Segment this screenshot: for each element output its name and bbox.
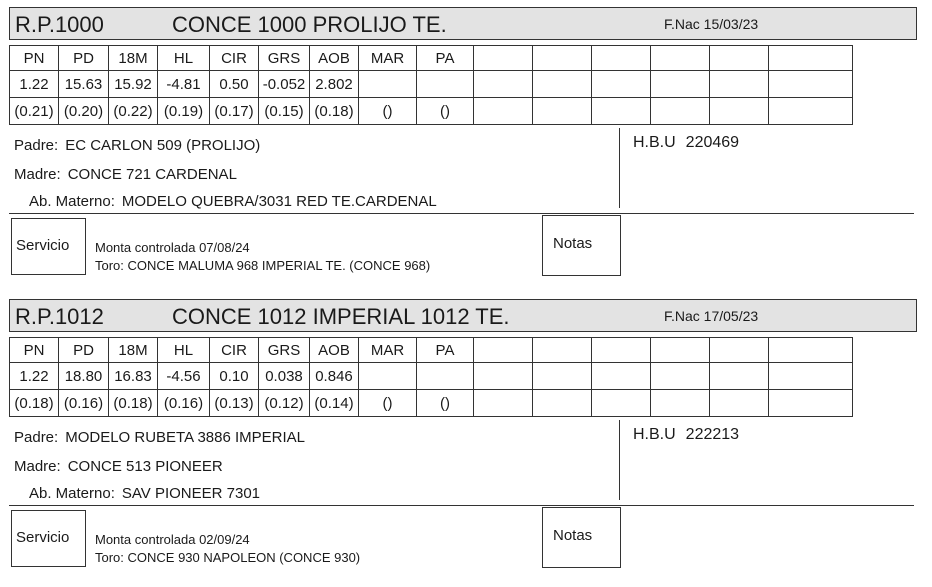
epd-value-cell: 18.80: [59, 363, 109, 390]
empty-cell: [533, 390, 592, 417]
empty-cell: [651, 338, 710, 363]
empty-cell: [769, 390, 853, 417]
ab-materno-line: [29, 193, 437, 210]
ab-materno-label: Ab. Materno:: [29, 485, 115, 502]
empty-cell: [651, 71, 710, 98]
epd-table: [9, 45, 853, 125]
epd-accuracy-cell: (0.22): [109, 98, 158, 125]
table-row: [10, 390, 853, 417]
epd-value-cell: 1.22: [10, 363, 59, 390]
epd-header-cell: HL: [158, 46, 210, 71]
empty-cell: [474, 71, 533, 98]
madre-line: [14, 458, 223, 475]
empty-cell: [710, 71, 769, 98]
table-row: [10, 363, 853, 390]
divider-horizontal: [9, 505, 914, 506]
hbu-line: [633, 134, 739, 152]
epd-header-cell: GRS: [259, 338, 310, 363]
epd-value-cell: -4.56: [158, 363, 210, 390]
epd-value-cell: 1.22: [10, 71, 59, 98]
epd-accuracy-cell: (0.14): [310, 390, 359, 417]
epd-header-cell: CIR: [210, 338, 259, 363]
padre-label: Padre:: [14, 429, 59, 446]
madre-value: CONCE 513 PIONEER: [67, 458, 223, 475]
epd-accuracy-cell: (0.16): [158, 390, 210, 417]
table-row: [10, 98, 853, 125]
epd-header-cell: AOB: [310, 338, 359, 363]
empty-cell: [533, 71, 592, 98]
empty-cell: [710, 363, 769, 390]
epd-accuracy-cell: (0.18): [10, 390, 59, 417]
monta-text: Monta controlada 02/09/24: [95, 532, 250, 547]
servicio-label: Servicio: [16, 237, 70, 254]
empty-cell: [710, 338, 769, 363]
epd-header-cell: MAR: [359, 338, 417, 363]
hbu-value: 222213: [685, 426, 740, 443]
empty-cell: [769, 98, 853, 125]
empty-cell: [592, 71, 651, 98]
epd-header-cell: PD: [59, 338, 109, 363]
empty-cell: [769, 46, 853, 71]
table-row: [10, 46, 853, 71]
divider-vertical: [619, 420, 620, 500]
epd-header-cell: GRS: [259, 46, 310, 71]
epd-header-cell: PN: [10, 46, 59, 71]
epd-value-cell: [359, 71, 417, 98]
empty-cell: [474, 98, 533, 125]
empty-cell: [474, 363, 533, 390]
epd-value-cell: 0.50: [210, 71, 259, 98]
rp-number: R.P.1012: [15, 304, 104, 329]
empty-cell: [651, 363, 710, 390]
epd-header-cell: PA: [417, 46, 474, 71]
epd-accuracy-cell: (0.13): [210, 390, 259, 417]
epd-value-cell: 0.10: [210, 363, 259, 390]
birth-date: F.Nac 17/05/23: [664, 308, 759, 324]
empty-cell: [651, 46, 710, 71]
epd-header-cell: MAR: [359, 46, 417, 71]
epd-accuracy-cell: (): [417, 390, 474, 417]
empty-cell: [592, 98, 651, 125]
empty-cell: [533, 98, 592, 125]
empty-cell: [474, 390, 533, 417]
empty-cell: [592, 390, 651, 417]
epd-accuracy-cell: (0.19): [158, 98, 210, 125]
epd-header-cell: CIR: [210, 46, 259, 71]
rp-number: R.P.1000: [15, 12, 104, 37]
empty-cell: [710, 46, 769, 71]
notas-box: [542, 215, 621, 276]
notas-box: [542, 507, 621, 568]
epd-header-cell: HL: [158, 338, 210, 363]
record-header: [9, 7, 917, 40]
empty-cell: [474, 338, 533, 363]
madre-label: Madre:: [14, 166, 61, 183]
hbu-label: H.B.U: [633, 426, 676, 443]
hbu-label: H.B.U: [633, 134, 676, 151]
epd-value-cell: -0.052: [259, 71, 310, 98]
hbu-value: 220469: [685, 134, 740, 151]
madre-label: Madre:: [14, 458, 61, 475]
notas-label: Notas: [553, 235, 593, 252]
epd-header-cell: PA: [417, 338, 474, 363]
empty-cell: [769, 338, 853, 363]
notas-label: Notas: [553, 527, 593, 544]
divider-horizontal: [9, 213, 914, 214]
ab-materno-label: Ab. Materno:: [29, 193, 115, 210]
epd-accuracy-cell: (): [359, 98, 417, 125]
empty-cell: [769, 71, 853, 98]
empty-cell: [592, 46, 651, 71]
epd-accuracy-cell: (0.21): [10, 98, 59, 125]
divider-vertical: [619, 128, 620, 208]
madre-line: [14, 166, 237, 183]
epd-value-cell: -4.81: [158, 71, 210, 98]
empty-cell: [533, 338, 592, 363]
epd-table: [9, 337, 853, 417]
epd-header-cell: PN: [10, 338, 59, 363]
epd-accuracy-cell: (0.20): [59, 98, 109, 125]
empty-cell: [592, 338, 651, 363]
ab-materno-value: SAV PIONEER 7301: [121, 485, 261, 502]
padre-value: MODELO RUBETA 3886 IMPERIAL: [65, 429, 306, 446]
servicio-box: [11, 218, 86, 275]
birth-date: F.Nac 15/03/23: [664, 16, 759, 32]
animal-record: [0, 0, 932, 285]
ab-materno-value: MODELO QUEBRA/3031 RED TE.CARDENAL: [121, 193, 437, 210]
empty-cell: [533, 363, 592, 390]
padre-line: [14, 137, 260, 154]
epd-accuracy-cell: (0.16): [59, 390, 109, 417]
epd-value-cell: 2.802: [310, 71, 359, 98]
padre-value: EC CARLON 509 (PROLIJO): [65, 137, 261, 154]
empty-cell: [651, 390, 710, 417]
epd-accuracy-cell: (0.12): [259, 390, 310, 417]
epd-header-cell: 18M: [109, 338, 158, 363]
animal-record: [0, 292, 932, 577]
monta-text: Monta controlada 07/08/24: [95, 240, 250, 255]
epd-accuracy-cell: (0.15): [259, 98, 310, 125]
empty-cell: [474, 46, 533, 71]
epd-value-cell: 0.846: [310, 363, 359, 390]
madre-value: CONCE 721 CARDENAL: [67, 166, 237, 183]
epd-value-cell: [417, 363, 474, 390]
empty-cell: [769, 363, 853, 390]
empty-cell: [592, 363, 651, 390]
epd-accuracy-cell: (0.18): [109, 390, 158, 417]
toro-text: Toro: CONCE 930 NAPOLEON (CONCE 930): [95, 550, 361, 565]
hbu-line: [633, 426, 739, 444]
toro-text: Toro: CONCE MALUMA 968 IMPERIAL TE. (CONCE 968): [95, 258, 431, 273]
record-header: [9, 299, 917, 332]
servicio-box: [11, 510, 86, 567]
epd-header-cell: AOB: [310, 46, 359, 71]
animal-name: CONCE 1000 PROLIJO TE.: [172, 12, 447, 37]
animal-name: CONCE 1012 IMPERIAL 1012 TE.: [172, 304, 510, 329]
epd-accuracy-cell: (): [417, 98, 474, 125]
epd-value-cell: 15.92: [109, 71, 158, 98]
epd-accuracy-cell: (): [359, 390, 417, 417]
epd-accuracy-cell: (0.18): [310, 98, 359, 125]
epd-value-cell: 16.83: [109, 363, 158, 390]
empty-cell: [651, 98, 710, 125]
epd-value-cell: [359, 363, 417, 390]
table-row: [10, 338, 853, 363]
epd-value-cell: [417, 71, 474, 98]
empty-cell: [710, 98, 769, 125]
empty-cell: [533, 46, 592, 71]
epd-accuracy-cell: (0.17): [210, 98, 259, 125]
epd-header-cell: PD: [59, 46, 109, 71]
epd-value-cell: 0.038: [259, 363, 310, 390]
padre-label: Padre:: [14, 137, 59, 154]
ab-materno-line: [29, 485, 260, 502]
table-row: [10, 71, 853, 98]
empty-cell: [710, 390, 769, 417]
epd-value-cell: 15.63: [59, 71, 109, 98]
padre-line: [14, 429, 305, 446]
servicio-label: Servicio: [16, 529, 70, 546]
epd-header-cell: 18M: [109, 46, 158, 71]
